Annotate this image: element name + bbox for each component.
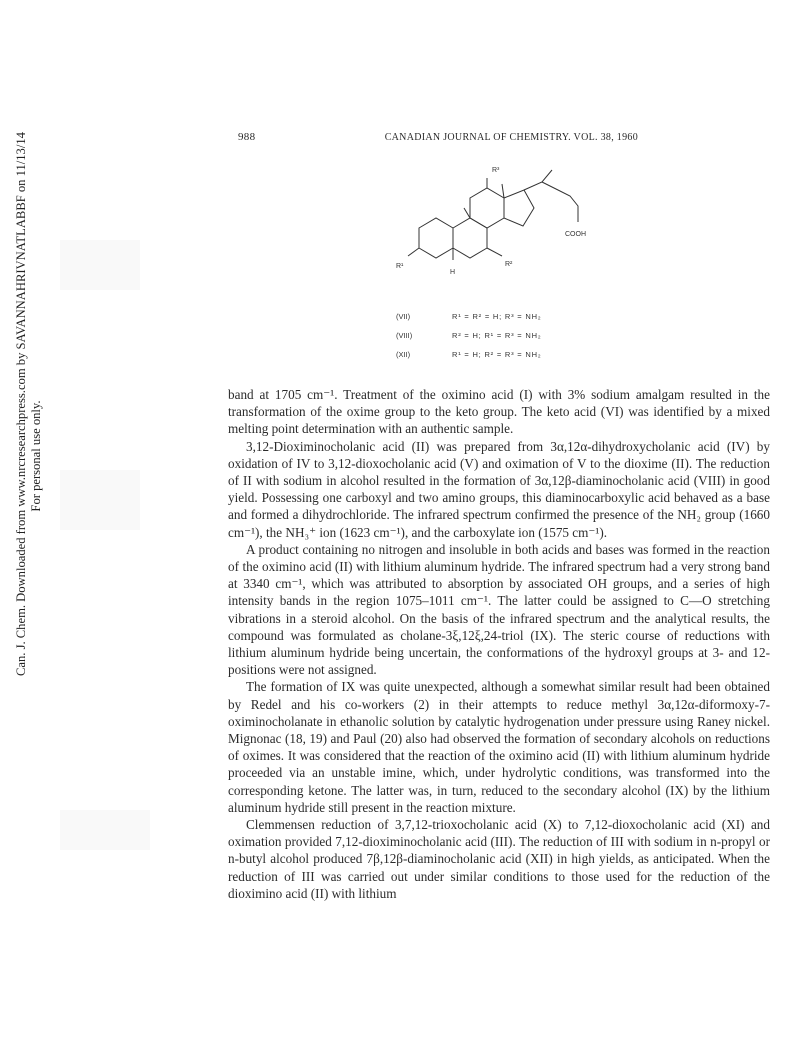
steroid-structure (380, 160, 620, 290)
personal-use-line: For personal use only. (29, 400, 43, 512)
scan-artifact (60, 470, 140, 530)
paragraph: band at 1705 cm⁻¹. Treatment of the oximino acid (I) with 3% sodium amalgam resulted in the transformation of the oxime group to the keto group. The keto acid (VI) was identified by a mixed melting point determination with an authentic sample. (228, 387, 770, 437)
paragraph: Clemmensen reduction of 3,7,12-trioxocholanic acid (X) to 7,12-dioxocholanic acid (XI) and oximation provided 7,12-dioximinocholanic acid (III). The reduction of III with sodium in n-propyl or n-butyl alcohol produced 7β,12β-diaminocholanic acid (XII) in high yields, as anticipated. When the reduction of III was carried out under similar conditions to those used for the reduction of the dioximino acid (II) with lithium (228, 817, 770, 901)
substituent-definition: R¹ = R² = H; R³ = NH₂ (452, 312, 542, 321)
compound-label: (XII) (396, 350, 411, 359)
compound-label: (VIII) (396, 331, 413, 340)
compound-label: (VII) (396, 312, 411, 321)
substituent-definition: R² = H; R¹ = R³ = NH₂ (452, 331, 542, 340)
paragraph: A product containing no nitrogen and insoluble in both acids and bases was formed in the reaction of the oximino acid (II) with lithium aluminum hydride. The infrared spectrum had a very strong band at 3340 cm⁻¹, which was attributed to absorption by associated OH groups, and a series of high intensity bands in the region 1075–1011 cm⁻¹. The latter could be assigned to C—O stretching vibrations in a steroid alcohol. On the basis of the infrared spectrum and the analytical results, the compound was formulated as cholane-3ξ,12ξ,24-triol (IX). The steric course of reductions with lithium aluminum hydride being uncertain, the conformations of the hydroxyl groups at 3- and 12-positions were not assigned. (228, 541, 770, 678)
scan-artifact (60, 240, 140, 290)
page-number: 988 (238, 131, 256, 143)
legend-row (396, 312, 616, 331)
r1-label: R¹ (396, 263, 404, 270)
ring-b (453, 218, 487, 258)
substituent-definition: R¹ = H; R² = R³ = NH₂ (452, 350, 542, 359)
ring-d (504, 190, 534, 226)
ring-a (419, 218, 453, 258)
h-label: H (450, 269, 456, 276)
paragraph: 3,12-Dioximinocholanic acid (II) was prepared from 3α,12α-dihydroxycholanic acid (IV) by oxidation of IV to 3,12-dioxocholanic acid (V) and oximation of V to the dioxime (II). The reduction of II with sodium in alcohol resulted in the formation of 3α,12β-diaminocholanic acid (VIII) in good yield. Possessing one carboxyl and two amino groups, this diaminocarboxylic acid behaved as a base and formed a dihydrochloride. The infrared spectrum confirmed the presence of the NH₂ group (1660 cm⁻¹), the NH₃⁺ ion (1623 cm⁻¹), and the carboxylate ion (1575 cm⁻¹). (228, 438, 770, 540)
download-notice (14, 132, 46, 676)
r2-label: R² (505, 261, 513, 268)
body-text (228, 386, 770, 902)
ring-c (470, 188, 504, 228)
legend-row (396, 350, 616, 369)
page-header (238, 131, 638, 147)
paragraph: The formation of IX was quite unexpected, although a somewhat similar result had been obtained by Redel and his co-workers (2) in their attempts to reduce methyl 3α,12α-diformoxy-7-oximinocholanate in ethanolic solution by catalytic hydrogenation under pressure using Raney nickel. Mignonac (18, 19) and Paul (20) also had observed the formation of secondary alcohols on reductions of oximes. It was considered that the reaction of the oximino acid (II) with lithium aluminum hydride proceeded via an unstable imine, which, under hydrolytic conditions, was transformed into the corresponding ketone. The latter was, in turn, reduced to the secondary alcohol (IX) by the lithium aluminum hydride still present in the reaction mixture. (228, 679, 770, 815)
structure-legend (396, 312, 616, 369)
legend-row (396, 331, 616, 350)
cooh-label: COOH (565, 231, 586, 238)
journal-title: CANADIAN JOURNAL OF CHEMISTRY. VOL. 38, 1960 (384, 132, 638, 143)
download-line: Can. J. Chem. Downloaded from www.nrcresearchpress.com by SAVANNAHRIVNATLABBF on 11/13/14 (14, 132, 28, 676)
r3-label: R³ (492, 167, 500, 174)
scan-artifact (60, 810, 150, 850)
